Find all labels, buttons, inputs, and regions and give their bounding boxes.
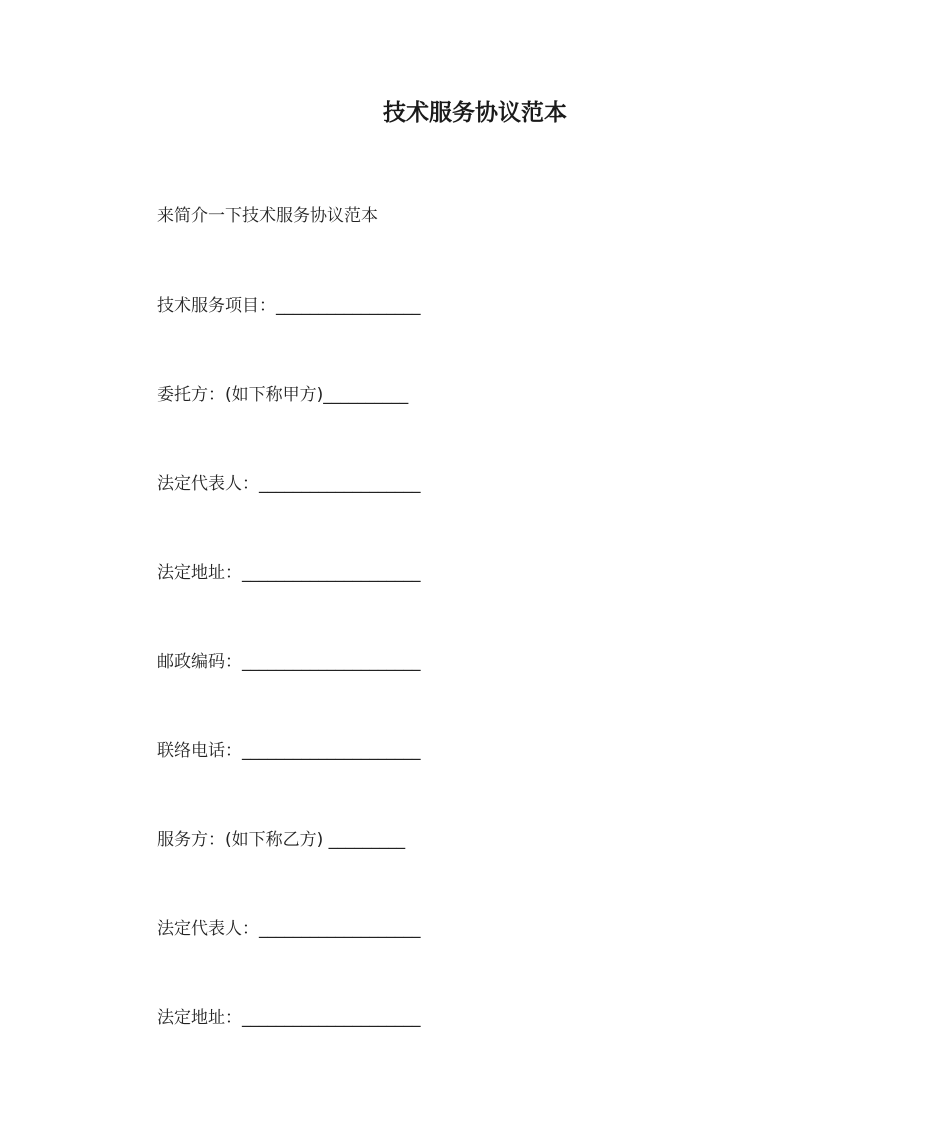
intro-line: 来简介一下技术服务协议范本 bbox=[157, 206, 378, 226]
service-project-field: 技术服务项目：_________________ bbox=[157, 296, 421, 316]
client-legal-address-field: 法定地址：_____________________ bbox=[157, 563, 421, 583]
contact-phone-field: 联络电话：_____________________ bbox=[157, 741, 421, 761]
service-provider-field: 服务方：(如下称乙方) _________ bbox=[157, 830, 406, 850]
client-party-field: 委托方：(如下称甲方)__________ bbox=[157, 385, 409, 405]
provider-legal-representative-field: 法定代表人：___________________ bbox=[157, 919, 421, 939]
document-title: 技术服务协议范本 bbox=[383, 100, 567, 126]
client-legal-representative-field: 法定代表人：___________________ bbox=[157, 474, 421, 494]
provider-legal-address-field: 法定地址：_____________________ bbox=[157, 1008, 421, 1028]
postal-code-field: 邮政编码：_____________________ bbox=[157, 652, 421, 672]
